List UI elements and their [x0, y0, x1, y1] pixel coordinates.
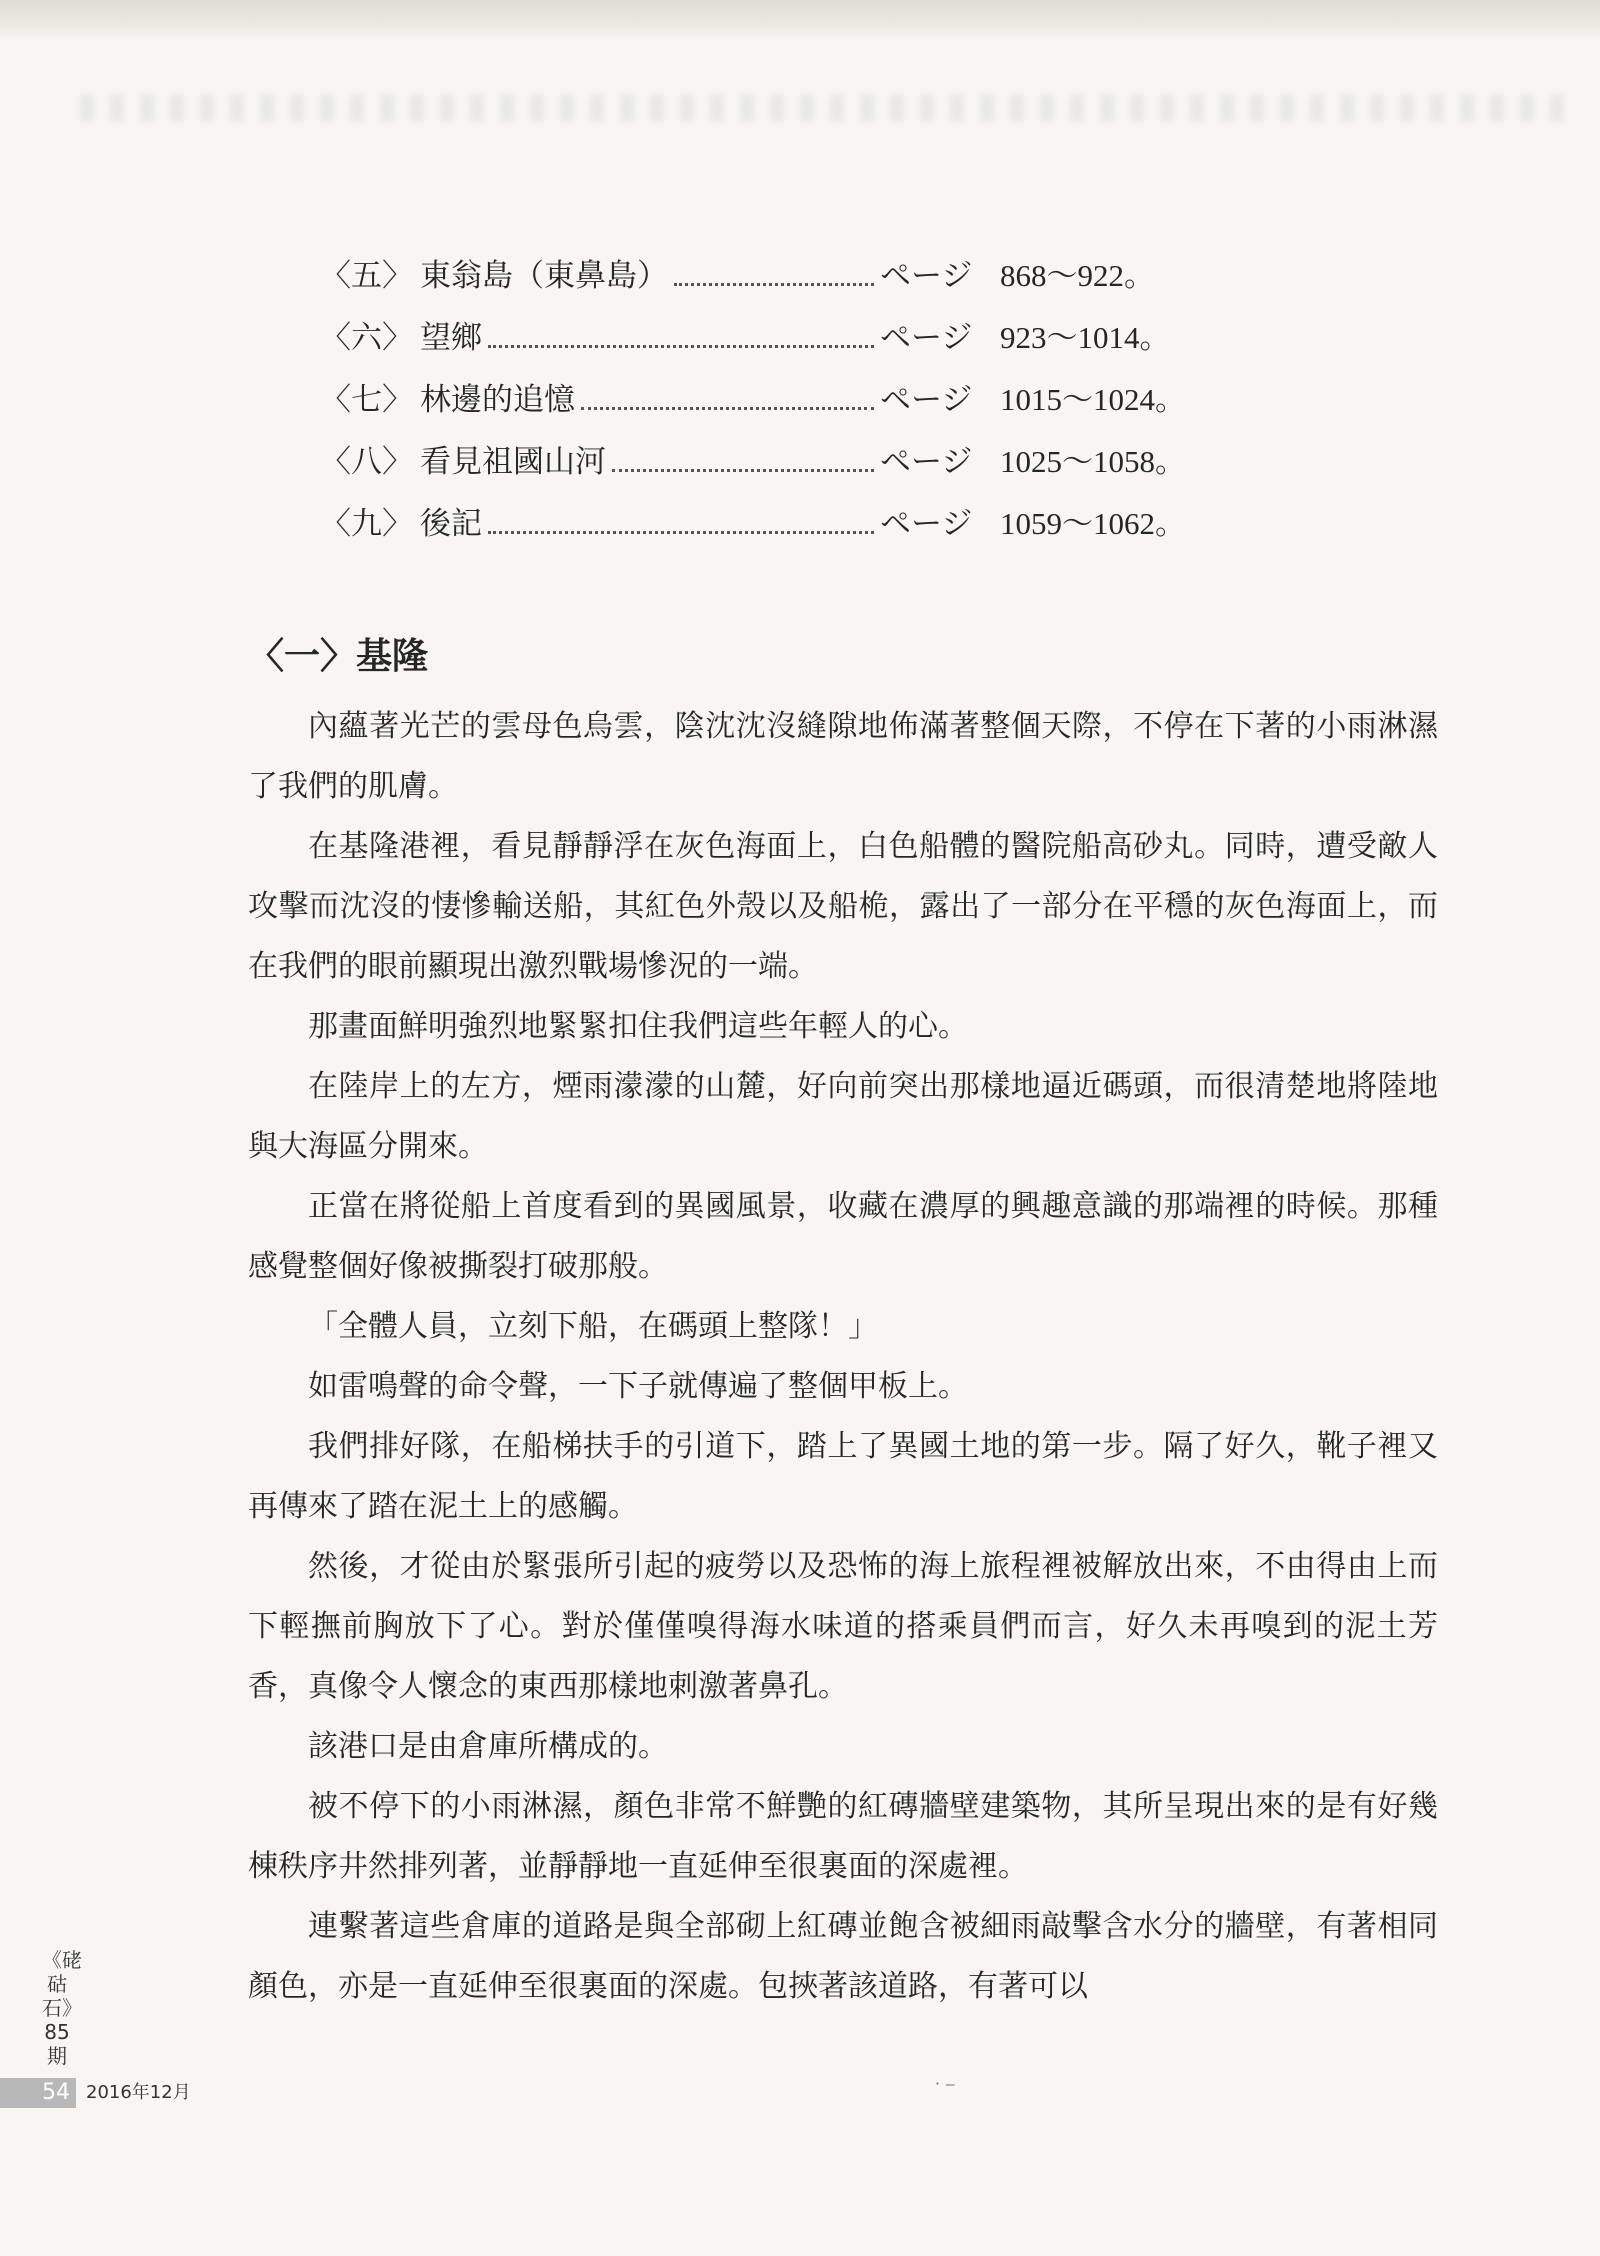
- paragraph: 「全體人員，立刻下船，在碼頭上整隊！」: [308, 1309, 878, 1344]
- paragraph: 如雷鳴聲的命令聲，一下子就傳遍了整個甲板上。: [308, 1369, 968, 1404]
- scan-shadow: [0, 0, 1600, 42]
- toc-title: 東翁島（東鼻島）: [420, 258, 668, 294]
- toc-title: 看見祖國山河: [420, 444, 606, 480]
- toc-leader-dots: [488, 531, 874, 534]
- table-of-contents: [320, 250, 1220, 560]
- paragraph: 該港口是由倉庫所構成的。: [308, 1729, 668, 1764]
- page-number: 54: [0, 2078, 76, 2108]
- toc-page-range: 1059～1062。: [1000, 506, 1186, 541]
- toc-leader-dots: [612, 469, 874, 472]
- paragraph: 被不停下的小雨淋濕，顏色非常不鮮艷的紅磚牆壁建築物，其所呈現出來的是有好幾棟秩序井然排列著，並靜靜地一直延伸至很裏面的深處裡。: [248, 1789, 1438, 1884]
- section-heading: 〈一〉基隆: [248, 636, 429, 677]
- toc-leader-dots: [581, 407, 874, 410]
- scan-bleed-through: [80, 95, 1580, 121]
- toc-page-label: ページ: [880, 320, 973, 356]
- paragraph: 連繫著這些倉庫的道路是與全部砌上紅磚並飽含被細雨敲擊含水分的牆壁，有著相同顏色，亦是一直延伸至很裏面的深處。包挾著該道路，有著可以: [248, 1909, 1438, 2004]
- toc-title: 望鄉: [420, 320, 482, 356]
- journal-title: 《硓𥑮石》85期: [42, 1948, 82, 2068]
- toc-page-label: ページ: [880, 258, 973, 294]
- toc-page-label: ページ: [880, 444, 973, 480]
- toc-number: 〈六〉: [320, 320, 413, 356]
- paragraph: 內蘊著光芒的雲母色烏雲，陰沈沈沒縫隙地佈滿著整個天際，不停在下著的小雨淋濕了我們的肌膚。: [248, 709, 1438, 804]
- toc-page-range: 1015～1024。: [1000, 382, 1186, 417]
- article-body: [248, 697, 1438, 2017]
- scan-speck: · ‒: [935, 2074, 956, 2093]
- toc-title: 林邊的追憶: [420, 382, 575, 418]
- issue-date: 2016年12月: [86, 2082, 191, 2103]
- toc-page-label: ページ: [880, 506, 973, 542]
- toc-page-range: 923～1014。: [1000, 320, 1171, 355]
- paragraph: 我們排好隊，在船梯扶手的引道下，踏上了異國土地的第一步。隔了好久，靴子裡又再傳來了踏在泥土上的感觸。: [248, 1429, 1438, 1524]
- toc-leader-dots: [674, 283, 874, 286]
- paragraph: 那畫面鮮明強烈地緊緊扣住我們這些年輕人的心。: [308, 1009, 968, 1044]
- paragraph: 正當在將從船上首度看到的異國風景，收藏在濃厚的興趣意識的那端裡的時候。那種感覺整個好像被撕裂打破那般。: [248, 1189, 1438, 1284]
- toc-row: [320, 498, 1220, 560]
- toc-row: [320, 312, 1220, 374]
- toc-number: 〈五〉: [320, 258, 413, 294]
- toc-number: 〈七〉: [320, 382, 413, 418]
- toc-page-range: 868～922。: [1000, 258, 1155, 293]
- toc-title: 後記: [420, 506, 482, 542]
- paragraph: 然後，才從由於緊張所引起的疲勞以及恐怖的海上旅程裡被解放出來，不由得由上而下輕撫前胸放下了心。對於僅僅嗅得海水味道的搭乘員們而言，好久未再嗅到的泥土芳香，真像令人懷念的東西那樣地刺激著鼻孔。: [248, 1549, 1438, 1704]
- toc-row: [320, 374, 1220, 436]
- toc-leader-dots: [488, 345, 874, 348]
- toc-row: [320, 250, 1220, 312]
- toc-row: [320, 436, 1220, 498]
- toc-page-range: 1025～1058。: [1000, 444, 1186, 479]
- paragraph: 在基隆港裡，看見靜靜浮在灰色海面上，白色船體的醫院船高砂丸。同時，遭受敵人攻擊而沈沒的悽慘輸送船，其紅色外殼以及船桅，露出了一部分在平穩的灰色海面上，而在我們的眼前顯現出激烈戰場慘況的一端。: [248, 829, 1438, 984]
- toc-page-label: ページ: [880, 382, 973, 418]
- toc-number: 〈九〉: [320, 506, 413, 542]
- paragraph: 在陸岸上的左方，煙雨濛濛的山麓，好向前突出那樣地逼近碼頭，而很清楚地將陸地與大海區分開來。: [248, 1069, 1438, 1164]
- toc-number: 〈八〉: [320, 444, 413, 480]
